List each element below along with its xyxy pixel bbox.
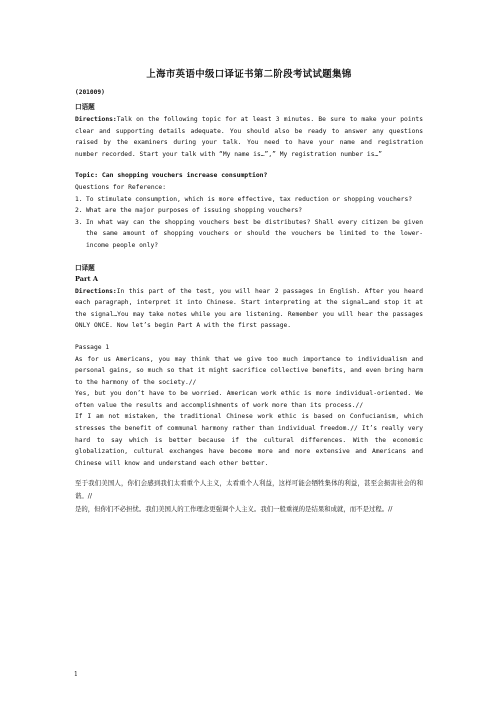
chinese-translation: 至于我们美国人，你们会感到我们太看重个人主义，太看重个人利益，这样可能会牺牲集体的利益，甚至会损害社会的和谐。//	[75, 479, 423, 501]
question-list	[75, 194, 423, 252]
passage-paragraph: Yes, but you don’t have to be worried. American work ethic is more individual-oriented. We often value the results and accomplishments of work more than its process.//	[75, 390, 423, 409]
question-number: 3.	[75, 218, 83, 226]
question-item	[75, 194, 423, 206]
page-content	[75, 66, 423, 515]
oral-directions	[75, 114, 423, 160]
interpret-section-heading: 口译题	[75, 263, 95, 272]
page-number: 1	[74, 671, 78, 678]
question-item	[75, 217, 423, 252]
page-title: 上海市英语中级口译证书第二阶段考试试题集锦	[146, 69, 352, 80]
passage-label: Passage 1	[75, 343, 110, 351]
question-number: 1.	[75, 195, 83, 203]
question-text: What are the major purposes of issuing shopping vouchers?	[86, 207, 303, 215]
passage-paragraph: If I am not mistaken, the traditional Chinese work ethic is based on Confucianism, which stresses the benefit of communal harmony rather than individual freedom.// It’s really very hard to say which is better because if the cultural differences. With the economic globalization, cultural exchanges have become more and more extensive and Americans and Chinese will know and understand each other better.	[75, 413, 423, 467]
question-item	[75, 205, 423, 217]
interpret-directions	[75, 286, 423, 332]
interpret-directions-text: In this part of the test, you will hear 2 passages in English. After you heard each paragraph, interpret it into Chinese. Start interpreting at the signal…and stop it at the signal…You may take notes while you are listening. Remember you will hear the passages ONLY ONCE. Now let’s begin Part A with the first passage.	[75, 287, 423, 330]
passage-paragraph: As for us Americans, you may think that we give too much importance to individualism and personal gains, so much so that it might sacrifice collective benefits, and even bring harm to the harmony of the society.//	[75, 355, 423, 386]
oral-directions-label: Directions:	[75, 116, 117, 123]
question-text: To stimulate consumption, which is more effective, tax reduction or shopping vouchers?	[86, 195, 413, 203]
question-number: 2.	[75, 207, 83, 215]
interpret-directions-label: Directions:	[75, 287, 117, 295]
exam-code: (201009)	[75, 89, 105, 96]
oral-directions-text: Talk on the following topic for at least 3 minutes. Be sure to make your points clear and supporting details adequate. You should also be ready to answer any questions raised by the examiners during your talk. You need to have your name and registration number recorded. Start your talk with “My name is…”,” My registration number is…”	[75, 116, 423, 158]
part-label: Part A	[75, 274, 98, 283]
oral-section-heading: 口语题	[75, 103, 95, 111]
questions-label: Questions for Reference:	[75, 183, 166, 191]
chinese-translation: 是的，但你们不必担忧。我们美国人的工作理念更强调个人主义。我们一般重视的是结果和成就，而不是过程。//	[75, 504, 393, 513]
oral-topic: Topic: Can shopping vouchers increase consumption?	[75, 171, 268, 180]
question-text: In what way can the shopping vouchers best be distributes? Shall every citizen be given the same amount of shopping vouchers or should the vouchers be limited to the lower-income people only?	[86, 218, 423, 249]
